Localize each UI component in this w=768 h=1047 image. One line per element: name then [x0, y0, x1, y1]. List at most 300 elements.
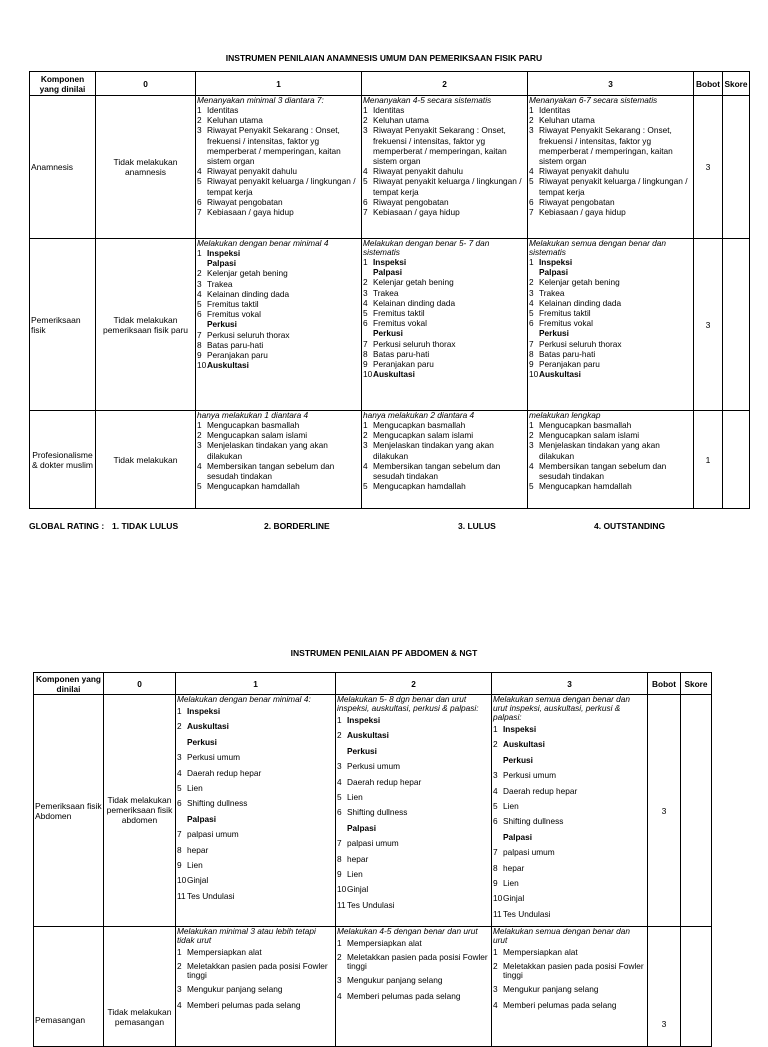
- criteria-cell: [528, 411, 694, 509]
- item-text: Perkusi: [503, 754, 533, 765]
- criteria-cell: [196, 239, 362, 411]
- item-text: Perkusi seluruh thorax: [373, 338, 456, 349]
- item-text: Lien: [503, 801, 519, 812]
- item-text: Kelainan dinding dada: [207, 288, 290, 299]
- item-number: 1: [363, 420, 368, 430]
- item-text: Mengucapkan salam islami: [373, 430, 474, 441]
- list-item: [337, 852, 490, 867]
- criteria-cell: [492, 927, 648, 1047]
- item-number: 2: [197, 115, 202, 126]
- item-text: Riwayat penyakit dahulu: [539, 166, 629, 177]
- header-1: 1: [176, 673, 336, 695]
- criteria-header: Menanyakan 6-7 secara sistematis: [529, 95, 658, 105]
- item-number: 7: [493, 847, 498, 858]
- item-text: Kelenjar getah bening: [207, 268, 288, 279]
- list-item: [363, 318, 526, 328]
- list-item: [493, 861, 646, 876]
- table-row: [30, 411, 750, 509]
- item-text: Ginjal: [347, 884, 369, 895]
- list-item: [529, 176, 692, 196]
- list-item: [363, 207, 526, 217]
- item-number: 10: [493, 893, 503, 904]
- criteria-header: Melakukan 5- 8 dgn benar dan urut inspeksi, auskultasi, perkusi & palpasi:: [337, 694, 479, 713]
- item-number: 8: [493, 862, 498, 873]
- list-item: [363, 115, 526, 125]
- item-number: 1: [337, 938, 342, 948]
- item-number: 4: [363, 297, 368, 308]
- item-text: Shifting dullness: [347, 807, 408, 818]
- item-text: Kebiasaan / gaya hidup: [539, 207, 626, 218]
- list-item: [493, 722, 646, 737]
- list-item: [177, 889, 334, 904]
- header-2: 2: [336, 673, 492, 695]
- item-text: palpasi umum: [187, 829, 239, 840]
- item-number: 5: [529, 308, 534, 319]
- criteria-header: Melakukan dengan benar minimal 4: [197, 238, 329, 248]
- list-item: [529, 166, 692, 176]
- item-text: Menjelaskan tindakan yang akan dilakukan: [207, 440, 328, 461]
- list-item: [363, 125, 526, 166]
- item-text: Lien: [503, 878, 519, 889]
- item-number: 6: [529, 196, 534, 207]
- list-item: [529, 125, 692, 166]
- item-number: 6: [337, 807, 342, 818]
- item-text: Ginjal: [187, 875, 209, 886]
- item-number: 4: [493, 785, 498, 796]
- item-number: 5: [363, 176, 368, 187]
- item-text: Peranjakan paru: [207, 350, 268, 361]
- bobot-value: 1: [694, 411, 723, 509]
- item-text: Kelainan dinding dada: [539, 297, 622, 308]
- criteria-cell: [528, 239, 694, 411]
- item-text: Palpasi: [373, 267, 403, 278]
- item-text: Perkusi: [187, 736, 217, 747]
- item-number: 3: [493, 770, 498, 781]
- item-text: Riwayat Penyakit Sekarang : Onset, frekuensi / intensitas, faktor yg memperberat / memperingan, kaitan sistem organ: [373, 125, 507, 167]
- item-text: Riwayat penyakit keluarga / lingkungan / tempat kerja: [373, 176, 522, 197]
- item-number: 1: [363, 257, 368, 267]
- item-number: 10: [529, 369, 539, 380]
- item-number: 6: [363, 318, 368, 329]
- item-text: Perkusi umum: [503, 770, 557, 781]
- list-item: [197, 350, 360, 360]
- list-item: [529, 115, 692, 125]
- item-text: Keluhan utama: [207, 115, 263, 126]
- item-number: 3: [493, 984, 498, 995]
- item-text: Mengucapkan hamdallah: [207, 481, 300, 492]
- rating-option-tidak-lulus: 1. TIDAK LULUS: [112, 521, 179, 531]
- item-text: Identitas: [373, 105, 405, 115]
- header-bobot: Bobot: [648, 673, 681, 695]
- criteria-header: Melakukan semua dengan benar dan urut: [493, 926, 630, 945]
- item-number: [529, 267, 539, 277]
- paru-header-row: [30, 72, 750, 96]
- criteria-header: melakukan lengkap: [529, 410, 601, 420]
- list-item: [197, 330, 360, 340]
- item-text: Auskultasi: [187, 721, 229, 732]
- list-item: [529, 207, 692, 217]
- item-text: Kelainan dinding dada: [373, 297, 456, 308]
- item-text: Riwayat pengobatan: [207, 196, 283, 207]
- abdomen-title: INSTRUMEN PENILAIAN PF ABDOMEN & NGT: [290, 648, 478, 658]
- item-number: 7: [197, 207, 202, 218]
- list-item: [363, 288, 526, 298]
- item-number: 3: [197, 125, 202, 136]
- item-text: Mempersiapkan alat: [503, 947, 578, 957]
- list-item: [363, 267, 526, 277]
- item-text: Fremitus vokal: [207, 309, 261, 320]
- paru-title: INSTRUMEN PENILAIAN ANAMNESIS UMUM DAN PEMERIKSAAN FISIK PARU: [225, 53, 543, 63]
- score-0-text: Tidak melakukan pemeriksaan fisik paru: [96, 239, 196, 411]
- item-text: Riwayat penyakit keluarga / lingkungan / tempat kerja: [207, 176, 356, 197]
- skore-cell[interactable]: [723, 411, 750, 509]
- item-number: 8: [363, 348, 368, 359]
- skore-cell[interactable]: [681, 927, 712, 1047]
- list-item: [529, 440, 692, 460]
- item-text: Batas paru-hati: [373, 348, 430, 359]
- item-number: 11: [493, 908, 502, 919]
- item-text: Lien: [187, 860, 203, 871]
- list-item: [197, 289, 360, 299]
- list-item: [493, 907, 646, 922]
- skore-cell[interactable]: [681, 695, 712, 927]
- list-item: [529, 461, 692, 481]
- item-text: Lien: [347, 869, 363, 880]
- criteria-header: hanya melakukan 1 diantara 4: [197, 410, 309, 420]
- list-item: [177, 843, 334, 858]
- item-text: Membersikan tangan sebelum dan sesudah tindakan: [539, 460, 667, 482]
- header-komponen: Komponen yang dinilai: [30, 72, 96, 96]
- item-text: Fremitus taktil: [539, 308, 591, 319]
- item-number: 3: [337, 975, 342, 986]
- list-item: [529, 197, 692, 207]
- list-item: [197, 440, 360, 460]
- item-number: 2: [493, 961, 498, 972]
- list-item: [529, 481, 692, 491]
- item-text: hepar: [187, 844, 209, 855]
- item-number: 10: [363, 369, 373, 380]
- list-item: [493, 784, 646, 799]
- list-item: [177, 750, 334, 765]
- criteria-cell: [362, 239, 528, 411]
- rating-option-lulus: 3. LULUS: [458, 521, 496, 531]
- item-number: [493, 753, 503, 768]
- item-text: Perkusi seluruh thorax: [207, 329, 290, 340]
- item-text: Shifting dullness: [187, 798, 248, 809]
- item-number: [337, 744, 347, 759]
- list-item: [363, 105, 526, 115]
- list-item: [493, 998, 646, 1013]
- item-number: 2: [529, 115, 534, 126]
- item-number: 3: [177, 752, 182, 763]
- list-item: [493, 960, 646, 982]
- component-label: Pemeriksaan fisik Abdomen: [34, 695, 104, 927]
- item-number: 2: [363, 277, 368, 288]
- item-text: Fremitus vokal: [539, 318, 593, 329]
- item-number: 1: [197, 105, 202, 115]
- item-number: 2: [177, 721, 182, 732]
- item-number: 4: [363, 166, 368, 177]
- list-item: [363, 166, 526, 176]
- list-item: [177, 704, 334, 719]
- list-item: [493, 737, 646, 752]
- list-item: [197, 309, 360, 319]
- table-row: [34, 927, 712, 1047]
- item-number: 10: [197, 360, 207, 371]
- item-number: 1: [177, 947, 182, 957]
- score-0-text: Tidak melakukan pemasangan: [104, 927, 176, 1047]
- item-number: 10: [337, 884, 347, 895]
- item-number: 4: [177, 767, 182, 778]
- item-number: 9: [177, 860, 182, 871]
- list-item: [337, 898, 490, 913]
- item-text: Inspeksi: [347, 715, 381, 725]
- item-number: [493, 830, 503, 845]
- item-text: Riwayat Penyakit Sekarang : Onset, frekuensi / intensitas, faktor yg memperberat / memperingan, kaitan sistem organ: [207, 125, 341, 167]
- item-text: Riwayat Penyakit Sekarang : Onset, frekuensi / intensitas, faktor yg memperberat / memperingan, kaitan sistem organ: [539, 125, 673, 167]
- item-number: 1: [337, 715, 342, 725]
- list-item: [529, 359, 692, 369]
- criteria-cell: [492, 695, 648, 927]
- item-text: Mengukur panjang selang: [347, 975, 443, 986]
- item-text: Auskultasi: [503, 739, 545, 750]
- header-komponen: Komponen yang dinilai: [34, 673, 104, 695]
- list-item: [197, 279, 360, 289]
- list-item: [337, 973, 490, 988]
- component-label: Pemeriksaan fisik: [30, 239, 96, 411]
- item-number: 5: [337, 792, 342, 803]
- criteria-cell: [196, 96, 362, 239]
- list-item: [197, 207, 360, 217]
- list-item: [177, 873, 334, 888]
- list-item: [197, 461, 360, 481]
- item-text: Mengucapkan hamdallah: [539, 481, 632, 492]
- list-item: [177, 982, 334, 997]
- item-text: Kelenjar getah bening: [539, 277, 620, 288]
- item-number: [177, 735, 187, 750]
- item-number: 2: [197, 268, 202, 279]
- list-item: [177, 781, 334, 796]
- item-text: Daerah redup hepar: [503, 785, 578, 796]
- item-number: [529, 328, 539, 338]
- item-number: 4: [529, 297, 534, 308]
- abdomen-table: [33, 672, 712, 1047]
- list-item: [337, 936, 490, 951]
- list-item: [363, 461, 526, 481]
- item-number: 3: [529, 440, 534, 451]
- list-item: [177, 960, 334, 982]
- item-number: 3: [363, 287, 368, 298]
- item-text: Perkusi seluruh thorax: [539, 338, 622, 349]
- item-number: 8: [197, 339, 202, 350]
- list-item: [197, 125, 360, 166]
- item-text: Mengucapkan basmallah: [539, 420, 632, 430]
- list-item: [337, 713, 490, 728]
- header-0: 0: [96, 72, 196, 96]
- list-item: [493, 876, 646, 891]
- item-text: Kebiasaan / gaya hidup: [373, 207, 460, 218]
- item-number: 6: [177, 798, 182, 809]
- item-number: 2: [493, 739, 498, 750]
- list-item: [529, 257, 692, 267]
- list-item: [197, 319, 360, 329]
- item-number: 6: [529, 318, 534, 329]
- item-number: 2: [363, 115, 368, 126]
- list-item: [529, 430, 692, 440]
- item-text: palpasi umum: [347, 838, 399, 849]
- list-item: [493, 945, 646, 960]
- item-number: 5: [529, 176, 534, 187]
- list-item: [529, 267, 692, 277]
- item-number: 2: [529, 430, 534, 441]
- item-number: 11: [177, 890, 186, 901]
- list-item: [363, 277, 526, 287]
- item-text: Keluhan utama: [539, 115, 595, 126]
- list-item: [529, 369, 692, 379]
- item-text: Identitas: [207, 105, 239, 115]
- item-text: Lien: [347, 792, 363, 803]
- item-text: Riwayat penyakit keluarga / lingkungan / tempat kerja: [539, 176, 688, 197]
- list-item: [337, 728, 490, 743]
- list-item: [529, 420, 692, 430]
- list-item: [197, 258, 360, 268]
- item-text: Memberi pelumas pada selang: [187, 999, 301, 1010]
- item-text: Riwayat pengobatan: [539, 196, 615, 207]
- header-skore: Skore: [723, 72, 750, 96]
- header-bobot: Bobot: [694, 72, 723, 96]
- item-number: 4: [197, 166, 202, 177]
- bobot-value: 3: [694, 96, 723, 239]
- item-number: [363, 267, 373, 277]
- skore-cell[interactable]: [723, 239, 750, 411]
- list-item: [177, 735, 334, 750]
- item-text: Batas paru-hati: [539, 348, 596, 359]
- list-item: [529, 339, 692, 349]
- criteria-cell: [196, 411, 362, 509]
- list-item: [197, 268, 360, 278]
- item-number: 6: [197, 309, 202, 320]
- list-item: [337, 821, 490, 836]
- list-item: [177, 827, 334, 842]
- item-text: Meletakkan pasien pada posisi Fowler tinggi: [503, 961, 644, 981]
- list-item: [337, 867, 490, 882]
- item-number: 9: [337, 869, 342, 880]
- item-text: Daerah redup hepar: [347, 776, 422, 787]
- list-item: [197, 481, 360, 491]
- header-2: 2: [362, 72, 528, 96]
- item-text: Mengucapkan hamdallah: [373, 481, 466, 492]
- list-item: [529, 105, 692, 115]
- item-text: Lien: [187, 783, 203, 794]
- item-text: Trakea: [207, 278, 233, 289]
- component-label: Profesionalisme & dokter muslim: [30, 411, 96, 509]
- list-item: [363, 430, 526, 440]
- criteria-cell: [528, 96, 694, 239]
- item-number: 5: [529, 481, 534, 492]
- item-number: 4: [337, 776, 342, 787]
- list-item: [197, 248, 360, 258]
- item-number: 4: [197, 460, 202, 471]
- item-number: 1: [363, 105, 368, 115]
- item-number: 2: [363, 430, 368, 441]
- list-item: [529, 349, 692, 359]
- header-3: 3: [492, 673, 648, 695]
- header-3: 3: [528, 72, 694, 96]
- item-text: Perkusi: [347, 745, 377, 756]
- paru-table: [29, 71, 750, 509]
- item-text: Batas paru-hati: [207, 339, 264, 350]
- item-number: 1: [177, 706, 182, 716]
- item-number: 5: [177, 783, 182, 794]
- criteria-header: Melakukan minimal 3 atau lebih tetapi tidak urut: [177, 926, 316, 945]
- item-number: 4: [529, 166, 534, 177]
- item-text: Inspeksi: [539, 257, 573, 267]
- rating-option-outstanding: 4. OUTSTANDING: [594, 521, 666, 531]
- item-number: 7: [197, 329, 202, 340]
- item-number: 1: [197, 420, 202, 430]
- criteria-header: Melakukan dengan benar minimal 4:: [177, 694, 311, 704]
- item-text: Trakea: [373, 287, 399, 298]
- item-number: 7: [529, 207, 534, 218]
- list-item: [197, 176, 360, 196]
- global-rating-label: GLOBAL RATING :: [29, 521, 105, 531]
- item-text: Mengucapkan salam islami: [207, 430, 308, 441]
- list-item: [363, 176, 526, 196]
- item-number: 5: [197, 481, 202, 492]
- item-text: Mempersiapkan alat: [347, 938, 422, 948]
- item-number: 7: [529, 338, 534, 349]
- item-number: 1: [197, 248, 202, 258]
- list-item: [197, 299, 360, 309]
- item-number: [197, 319, 207, 329]
- item-number: 9: [197, 350, 202, 361]
- item-text: Peranjakan paru: [539, 359, 600, 370]
- item-text: Palpasi: [207, 258, 237, 269]
- item-text: palpasi umum: [503, 847, 555, 858]
- item-number: 3: [177, 984, 182, 995]
- criteria-cell: [176, 695, 336, 927]
- list-item: [337, 759, 490, 774]
- item-text: hepar: [347, 853, 369, 864]
- item-number: [197, 258, 207, 268]
- item-number: 4: [177, 999, 182, 1010]
- item-text: Inspeksi: [187, 706, 221, 716]
- criteria-header: hanya melakukan 2 diantara 4: [363, 410, 475, 420]
- item-number: 5: [493, 801, 498, 812]
- bobot-value: 3: [648, 695, 681, 927]
- item-text: Memberi pelumas pada selang: [347, 990, 461, 1001]
- item-number: 4: [337, 990, 342, 1001]
- item-number: 1: [529, 257, 534, 267]
- list-item: [197, 166, 360, 176]
- component-label: Pemasangan: [34, 927, 104, 1047]
- skore-cell[interactable]: [723, 96, 750, 239]
- list-item: [493, 799, 646, 814]
- list-item: [363, 369, 526, 379]
- list-item: [337, 951, 490, 973]
- list-item: [177, 812, 334, 827]
- table-row: [30, 96, 750, 239]
- item-number: 3: [363, 125, 368, 136]
- list-item: [363, 257, 526, 267]
- list-item: [493, 768, 646, 783]
- item-number: [363, 328, 373, 338]
- item-number: 4: [529, 460, 534, 471]
- item-text: Memberi pelumas pada selang: [503, 999, 617, 1010]
- list-item: [363, 308, 526, 318]
- item-number: 8: [177, 844, 182, 855]
- item-text: Mengukur panjang selang: [187, 984, 283, 995]
